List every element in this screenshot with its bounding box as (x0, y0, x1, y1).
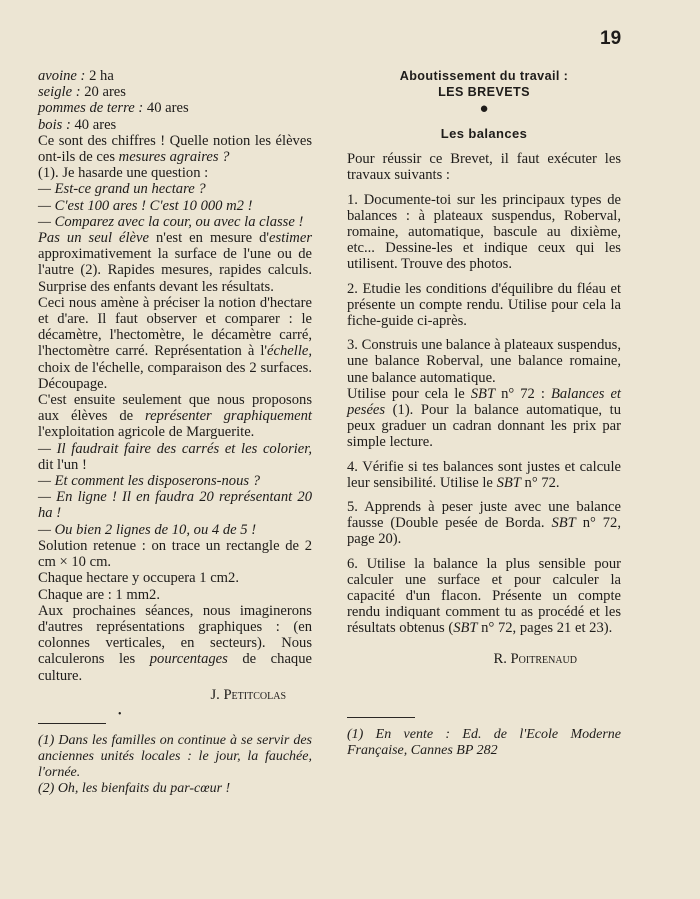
paragraph: Utilise pour cela le SBT n° 72 : Balances et pesées (1). Pour la balance automatique, tu peux graduer un cadran donnant les prix par simple lecture. (347, 385, 621, 451)
area-list (38, 68, 312, 133)
list-item: 2. Etudie les conditions d'équilibre du fléau et présente un compte rendu. Utilise pour cela la fiche-guide ci-après. (347, 280, 621, 330)
dialogue-line: — Et comment les disposerons-nous ? (38, 473, 260, 490)
footnote: (1) En vente : Ed. de l'Ecole Moderne Française, Cannes BP 282 (347, 726, 621, 758)
footnote-rule (347, 717, 415, 718)
list-item: 3. Construis une balance à plateaux suspendus, une balance Roberval, une balance romaine, une balance automatique. (347, 337, 621, 386)
list-item: 6. Utilise la balance la plus sensible pour calculer une surface et pour calculer la capacité d'un flacon. Présente un compte rendu indiquant comment tu as procédé et les résultats obtenus (SBT n° 72, pages 21 et 23). (347, 555, 621, 637)
area-item: pommes de terre : 40 ares (38, 100, 189, 117)
left-column (38, 68, 312, 797)
dialogue-line: — Ou bien 2 lignes de 10, ou 4 de 5 ! (38, 521, 257, 538)
divider-dot: • (118, 708, 122, 720)
paragraph: Pas un seul élève n'est en mesure d'estimer approximativement la surface de l'une ou de l'autre (2). Rapides mesures, rapides calculs. Surprise des enfants devant les résultats. (38, 230, 312, 295)
signature: J. Petitcolas (210, 686, 286, 703)
list-item: 4. Vérifie si tes balances sont justes et calcule leur sensibilité. Utilise le SBT n° 72. (347, 458, 621, 491)
footnote: (2) Oh, les bienfaits du par-cœur ! (38, 780, 231, 796)
paragraph: Chaque are : 1 mm2. (38, 586, 160, 603)
paragraph: Ceci nous amène à préciser la notion d'hectare et d'are. Il faut observer et comparer : le décamètre, l'hectomètre, le décamètre carré, l'hectomètre carré. Représentation à l'échelle, choix de l'échelle, comparaison des 2 surfaces. Découpage. (38, 294, 312, 392)
footnote-rule (38, 723, 106, 724)
paragraph: (1). Je hasarde une question : (38, 165, 209, 182)
section-heading: LES BREVETS (438, 85, 530, 99)
subheading: Les balances (440, 126, 528, 141)
dialogue-line: — Comparez avec la cour, ou avec la classe ! (38, 213, 304, 230)
footnote: (1) Dans les familles on continue à se servir des anciennes unités locales : le jour, la fauchée, l'ornée. (38, 732, 312, 780)
spacer (347, 667, 621, 713)
dialogue-line: — En ligne ! Il en faudra 20 représentant 20 ha ! (38, 489, 312, 522)
paragraph: C'est ensuite seulement que nous proposons aux élèves de représenter graphiquement l'exploitation agricole de Marguerite. (38, 392, 312, 441)
paragraph: Aux prochaines séances, nous imaginerons d'autres représentations graphiques : (en colonnes verticales, en secteurs). Nous calculerons les pourcentages de chaque culture. (38, 602, 312, 684)
paragraph: Pour réussir ce Brevet, il faut exécuter les travaux suivants : (347, 151, 621, 184)
paragraph: Solution retenue : on trace un rectangle de 2 cm × 10 cm. (38, 537, 312, 571)
paragraph: Chaque hectare y occupera 1 cm2. (38, 570, 239, 587)
area-item: seigle : 20 ares (38, 84, 126, 101)
area-item: bois : 40 ares (38, 116, 117, 133)
section-heading: Aboutissement du travail : (399, 69, 569, 83)
dialogue-line: — Est-ce grand un hectare ? (38, 181, 206, 198)
right-column (347, 68, 621, 759)
list-item: 5. Apprends à peser juste avec une balance fausse (Double pesée de Borda. SBT n° 72, page 20). (347, 499, 621, 548)
area-item: avoine : 2 ha (38, 68, 114, 84)
page-number: 19 (600, 28, 622, 49)
dialogue-line: — C'est 100 ares ! C'est 10 000 m2 ! (38, 197, 253, 214)
bullet-icon: ● (479, 101, 489, 117)
paragraph: Ce sont des chiffres ! Quelle notion les élèves ont-ils de ces mesures agraires ? (38, 132, 312, 166)
dialogue-line: — Il faudrait faire des carrés et les colorier, dit l'un ! (38, 440, 312, 473)
signature: R. Poitrenaud (493, 650, 577, 667)
list-item: 1. Documente-toi sur les principaux types de balances : à plateaux suspendus, Roberval, romaine, automatique, bascule au dixième, etc... Dessine-les et indique ceux qui les utilisent. Trouve des photos. (347, 191, 621, 273)
